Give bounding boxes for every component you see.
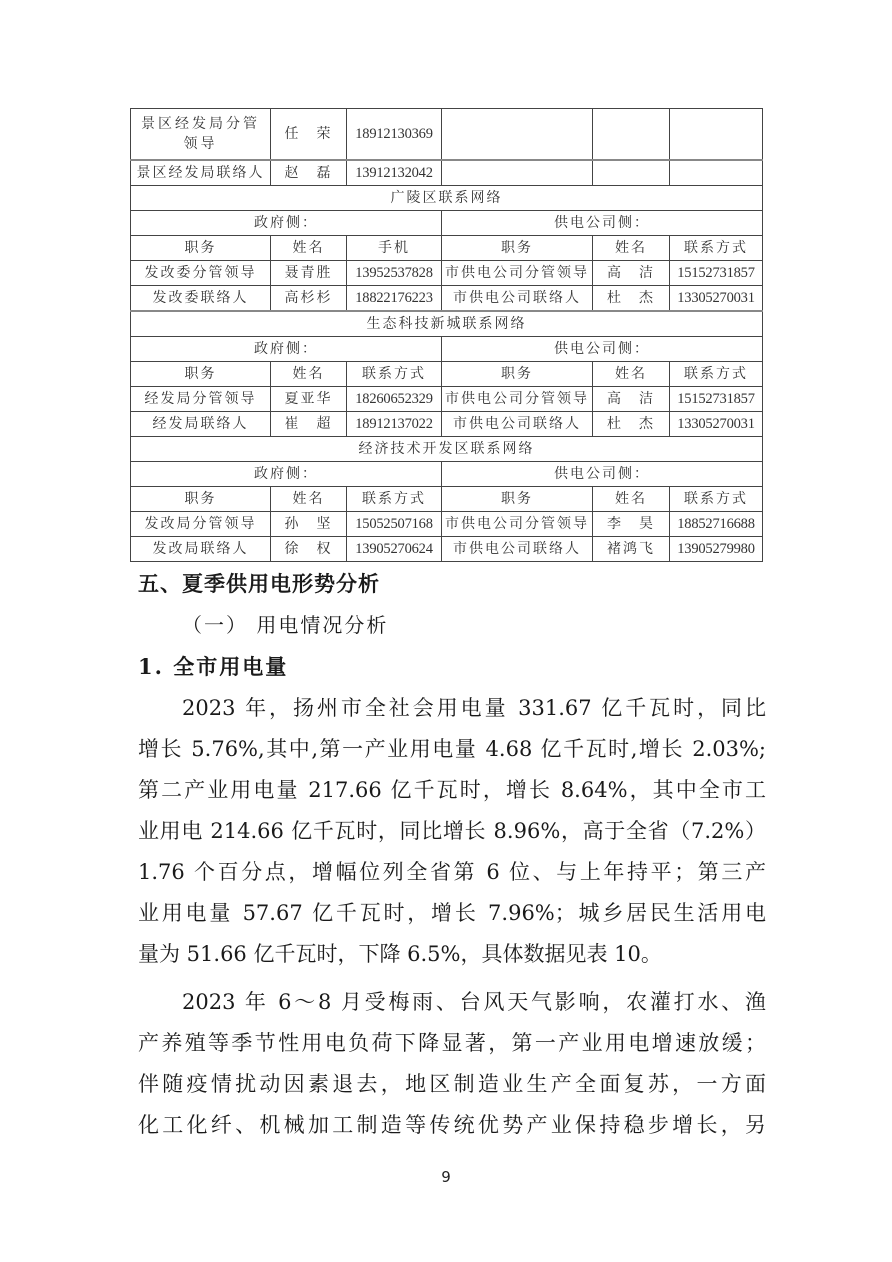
table-row: [131, 160, 763, 186]
table-row: [131, 109, 763, 161]
name-cell: 崔 超: [271, 412, 347, 437]
empty-cell: [593, 109, 670, 161]
paragraph-line: 2023 年 6～8 月受梅雨、台风天气影响，农灌打水、渔: [182, 990, 766, 1014]
header-row: [131, 236, 763, 261]
header-cell: 联系方式: [670, 487, 763, 512]
name-cell: 徐 权: [271, 537, 347, 562]
power-side-label: 供电公司侧：: [442, 337, 763, 362]
paragraph-line: 伴随疫情扰动因素退去，地区制造业生产全面复苏，一方面: [138, 1072, 766, 1096]
name-cell: 夏亚华: [271, 387, 347, 412]
role-cell: 市供电公司分管领导: [442, 261, 593, 286]
subsection-heading: （一） 用电情况分析: [182, 613, 389, 637]
table-row: [131, 387, 763, 412]
name-cell: 杜 杰: [593, 412, 670, 437]
header-cell: 联系方式: [347, 362, 442, 387]
role-cell: 景区经发局分管领导: [131, 109, 271, 161]
paragraph-line: 化工化纤、机械加工制造等传统优势产业保持稳步增长，另: [138, 1113, 766, 1137]
phone-cell: 13905279980: [670, 537, 763, 562]
header-cell: 手机: [347, 236, 442, 261]
header-cell: 联系方式: [347, 487, 442, 512]
name-cell: 高杉杉: [271, 286, 347, 312]
table-row: [131, 537, 763, 562]
phone-cell: 18822176223: [347, 286, 442, 312]
section-title-row: [131, 437, 763, 462]
role-cell: 发改局分管领导: [131, 512, 271, 537]
header-cell: 职务: [442, 362, 593, 387]
table-row: [131, 512, 763, 537]
table-row: [131, 261, 763, 286]
header-cell: 姓名: [593, 236, 670, 261]
name-cell: 高 洁: [593, 261, 670, 286]
section-title: 生态科技新城联系网络: [131, 311, 763, 337]
phone-cell: 13952537828: [347, 261, 442, 286]
side-label-row: [131, 462, 763, 487]
table-row: [131, 412, 763, 437]
header-cell: 联系方式: [670, 362, 763, 387]
role-cell: 市供电公司联络人: [442, 537, 593, 562]
table-row: [131, 286, 763, 312]
paragraph-line: 业用电量 57.67 亿千瓦时，增长 7.96%；城乡居民生活用电: [138, 901, 766, 925]
name-cell: 高 洁: [593, 387, 670, 412]
header-cell: 姓名: [271, 487, 347, 512]
header-cell: 职务: [131, 487, 271, 512]
header-row: [131, 487, 763, 512]
section-title-row: [131, 311, 763, 337]
phone-cell: 13905270624: [347, 537, 442, 562]
power-side-label: 供电公司侧：: [442, 211, 763, 236]
role-cell: 市供电公司联络人: [442, 412, 593, 437]
gov-side-label: 政府侧：: [131, 337, 442, 362]
role-cell: 发改局联络人: [131, 537, 271, 562]
header-cell: 姓名: [271, 362, 347, 387]
phone-cell: 18912130369: [347, 109, 442, 161]
role-cell: 经发局联络人: [131, 412, 271, 437]
role-cell: 市供电公司联络人: [442, 286, 593, 312]
paragraph-line: 第二产业用电量 217.66 亿千瓦时，增长 8.64%，其中全市工: [138, 778, 766, 802]
phone-cell: 13912132042: [347, 160, 442, 186]
name-cell: 聂青胜: [271, 261, 347, 286]
paragraph-summer-analysis: [138, 982, 766, 1146]
empty-cell: [670, 160, 763, 186]
contact-network-table: [130, 108, 763, 562]
name-cell: 褚鸿飞: [593, 537, 670, 562]
paragraph-line: 量为 51.66 亿千瓦时，下降 6.5%，具体数据见表 10。: [138, 942, 662, 966]
name-cell: 任 荣: [271, 109, 347, 161]
role-cell: 市供电公司分管领导: [442, 387, 593, 412]
name-cell: 赵 磊: [271, 160, 347, 186]
empty-cell: [442, 160, 593, 186]
phone-cell: 13305270031: [670, 412, 763, 437]
section-heading: 五、夏季供用电形势分析: [138, 572, 380, 596]
phone-cell: 15052507168: [347, 512, 442, 537]
side-label-row: [131, 337, 763, 362]
paragraph-line: 1.76 个百分点，增幅位列全省第 6 位、与上年持平；第三产: [138, 860, 766, 884]
phone-cell: 15152731857: [670, 387, 763, 412]
side-label-row: [131, 211, 763, 236]
phone-cell: 13305270031: [670, 286, 763, 312]
role-cell: 市供电公司分管领导: [442, 512, 593, 537]
section-title: 广陵区联系网络: [131, 186, 763, 211]
paragraph-electricity-consumption: [138, 688, 766, 975]
paragraph-line: 业用电 214.66 亿千瓦时，同比增长 8.96%，高于全省（7.2%）: [138, 819, 766, 843]
name-cell: 李 昊: [593, 512, 670, 537]
gov-side-label: 政府侧：: [131, 462, 442, 487]
paragraph-line: 2023 年，扬州市全社会用电量 331.67 亿千瓦时，同比: [182, 696, 766, 720]
name-cell: 杜 杰: [593, 286, 670, 312]
name-cell: 孙 坚: [271, 512, 347, 537]
paragraph-line: 产养殖等季节性用电负荷下降显著，第一产业用电增速放缓；: [138, 1031, 766, 1055]
gov-side-label: 政府侧：: [131, 211, 442, 236]
phone-cell: 18260652329: [347, 387, 442, 412]
header-cell: 职务: [131, 362, 271, 387]
header-cell: 职务: [442, 236, 593, 261]
phone-cell: 18912137022: [347, 412, 442, 437]
paragraph-line: 增长 5.76%,其中,第一产业用电量 4.68 亿千瓦时,增长 2.03%;: [138, 737, 766, 761]
header-cell: 职务: [442, 487, 593, 512]
section-title: 经济技术开发区联系网络: [131, 437, 763, 462]
role-cell: 发改委联络人: [131, 286, 271, 312]
page-number: 9: [441, 1168, 451, 1186]
empty-cell: [593, 160, 670, 186]
role-cell: 经发局分管领导: [131, 387, 271, 412]
section-title-row: [131, 186, 763, 211]
header-cell: 姓名: [593, 487, 670, 512]
phone-cell: 18852716688: [670, 512, 763, 537]
header-cell: 联系方式: [670, 236, 763, 261]
header-row: [131, 362, 763, 387]
role-cell: 景区经发局联络人: [131, 160, 271, 186]
power-side-label: 供电公司侧：: [442, 462, 763, 487]
header-cell: 姓名: [593, 362, 670, 387]
item-heading: 1. 全市用电量: [138, 654, 289, 679]
empty-cell: [670, 109, 763, 161]
role-cell: 发改委分管领导: [131, 261, 271, 286]
phone-cell: 15152731857: [670, 261, 763, 286]
header-cell: 姓名: [271, 236, 347, 261]
header-cell: 职务: [131, 236, 271, 261]
empty-cell: [442, 109, 593, 161]
